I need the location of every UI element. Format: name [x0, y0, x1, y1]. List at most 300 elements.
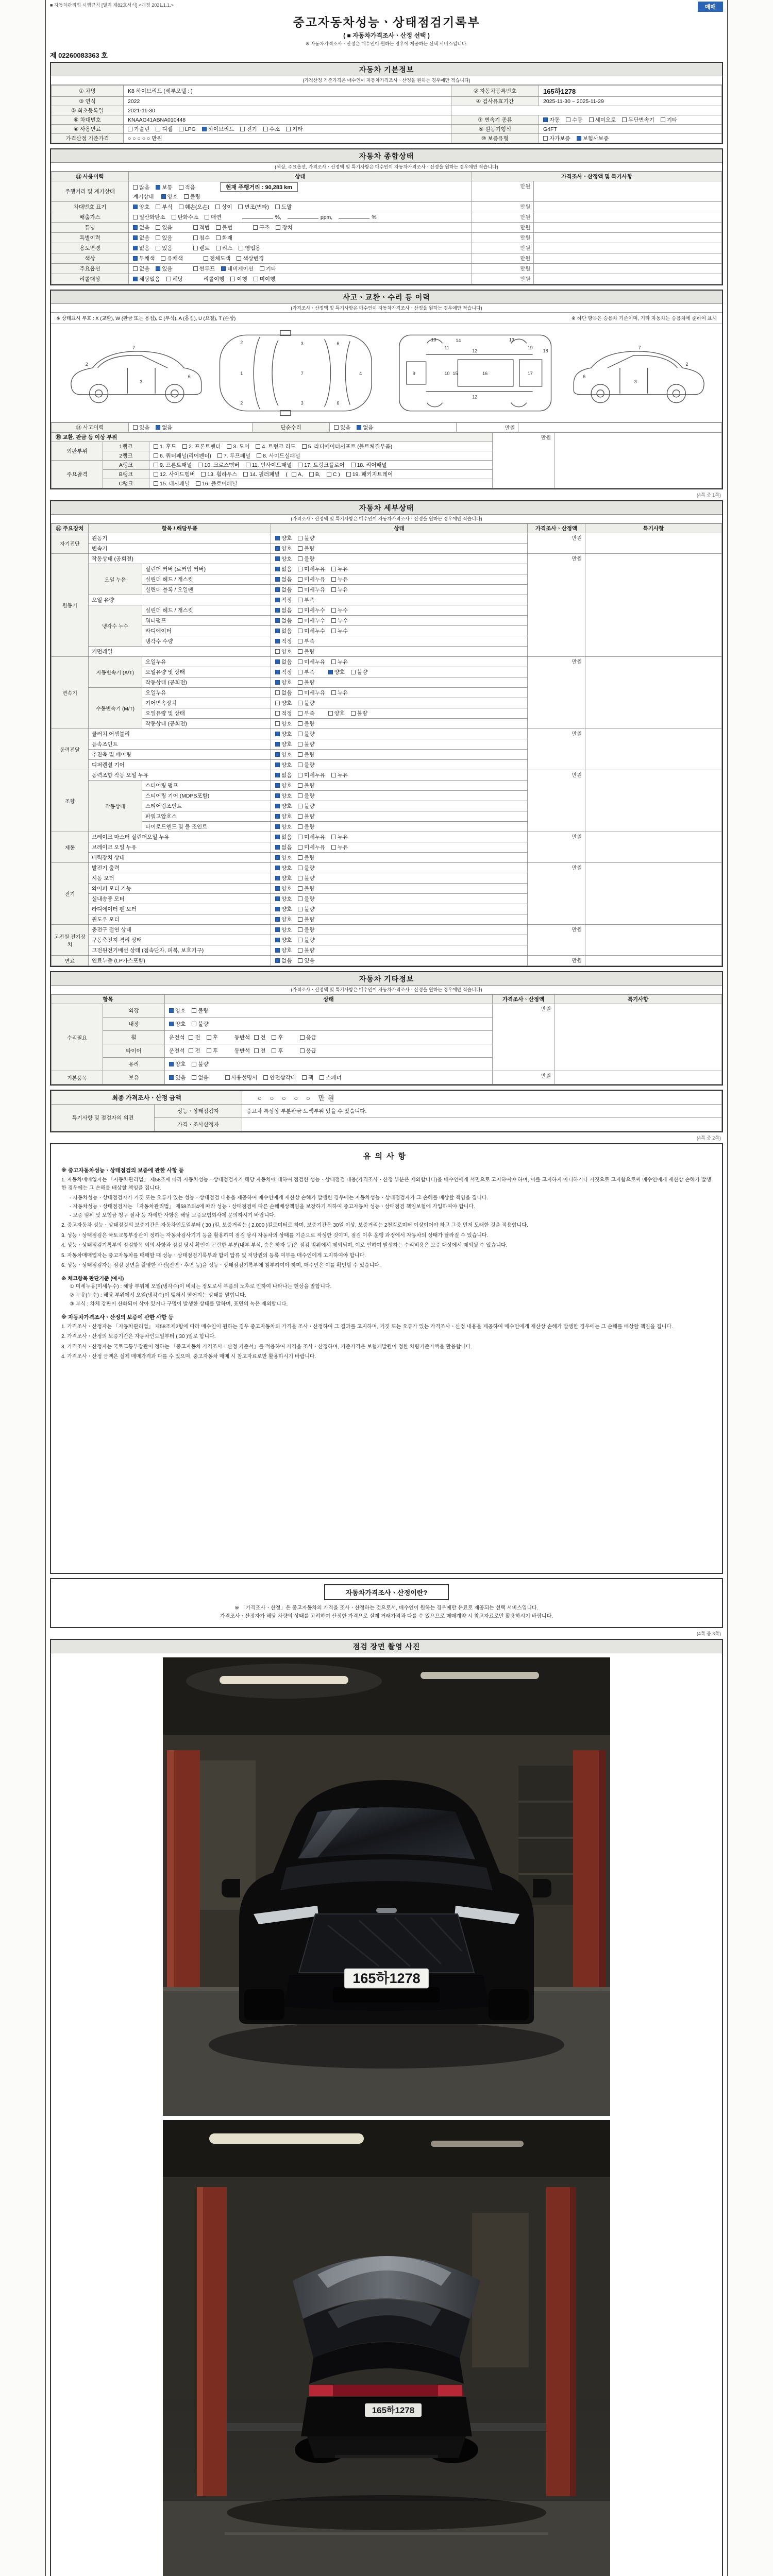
checkbox-option[interactable]: [275, 812, 292, 820]
checkbox[interactable]: [254, 277, 258, 281]
checkbox-option[interactable]: [217, 452, 250, 460]
checkbox-option[interactable]: [351, 709, 367, 717]
checkbox[interactable]: [133, 256, 138, 261]
checkbox-option[interactable]: [161, 255, 182, 262]
checkbox[interactable]: [351, 711, 356, 716]
checkbox[interactable]: [275, 567, 280, 571]
checkbox[interactable]: [179, 127, 183, 131]
checkbox[interactable]: [589, 117, 594, 122]
checkbox-option[interactable]: [275, 864, 292, 872]
checkbox-option[interactable]: [331, 843, 348, 851]
checkbox-option[interactable]: [298, 617, 325, 624]
checkbox[interactable]: [309, 472, 314, 477]
checkbox[interactable]: [260, 266, 264, 271]
checkbox-option[interactable]: [204, 255, 231, 262]
checkbox-option[interactable]: [661, 116, 677, 124]
checkbox-option[interactable]: [216, 224, 232, 231]
checkbox-option[interactable]: [221, 265, 254, 273]
checkbox[interactable]: [128, 127, 132, 131]
checkbox-option[interactable]: [254, 275, 275, 283]
checkbox[interactable]: [227, 444, 231, 449]
checkbox-option[interactable]: [154, 452, 211, 460]
checkbox-option[interactable]: [239, 244, 260, 252]
checkbox[interactable]: [154, 481, 158, 486]
checkbox-option[interactable]: [298, 648, 314, 655]
checkbox-option[interactable]: [298, 843, 325, 851]
checkbox-option[interactable]: [263, 1074, 296, 1081]
checkbox-option[interactable]: [275, 957, 292, 964]
checkbox-option[interactable]: [298, 905, 314, 913]
checkbox[interactable]: [169, 1022, 174, 1026]
checkbox[interactable]: [346, 472, 351, 477]
checkbox-option[interactable]: [216, 244, 232, 252]
checkbox[interactable]: [275, 690, 280, 695]
checkbox-option[interactable]: [298, 545, 314, 552]
checkbox-option[interactable]: [298, 534, 314, 542]
checkbox-option[interactable]: [331, 586, 348, 594]
checkbox[interactable]: [331, 618, 336, 623]
checkbox[interactable]: [275, 958, 280, 963]
checkbox[interactable]: [328, 670, 333, 674]
checkbox-option[interactable]: [327, 471, 340, 478]
checkbox[interactable]: [193, 225, 198, 230]
checkbox-option[interactable]: [179, 126, 196, 132]
checkbox-option[interactable]: [275, 751, 292, 758]
checkbox-option[interactable]: [275, 679, 292, 686]
checkbox[interactable]: [298, 721, 303, 726]
checkbox-option[interactable]: [133, 275, 160, 283]
checkbox-option[interactable]: [133, 423, 149, 431]
checkbox-option[interactable]: [275, 761, 292, 769]
checkbox[interactable]: [298, 639, 303, 643]
checkbox[interactable]: [189, 1048, 193, 1053]
checkbox[interactable]: [172, 215, 176, 219]
checkbox[interactable]: [254, 1035, 259, 1040]
checkbox-option[interactable]: [179, 203, 210, 211]
checkbox[interactable]: [253, 225, 258, 230]
checkbox-option[interactable]: [133, 203, 149, 211]
checkbox[interactable]: [169, 1062, 174, 1066]
checkbox-option[interactable]: [275, 586, 292, 594]
checkbox[interactable]: [246, 463, 250, 467]
checkbox-option[interactable]: [275, 874, 292, 882]
checkbox-option[interactable]: [275, 916, 292, 923]
checkbox[interactable]: [543, 117, 548, 122]
checkbox-option[interactable]: [275, 823, 292, 831]
checkbox-option[interactable]: [275, 854, 292, 861]
checkbox-option[interactable]: [331, 833, 348, 841]
checkbox[interactable]: [298, 659, 303, 664]
checkbox[interactable]: [275, 824, 280, 829]
checkbox-option[interactable]: [298, 812, 314, 820]
checkbox-option[interactable]: [275, 740, 292, 748]
checkbox-option[interactable]: [566, 116, 582, 124]
checkbox[interactable]: [292, 472, 296, 477]
checkbox-option[interactable]: [246, 461, 292, 469]
checkbox[interactable]: [275, 845, 280, 850]
checkbox[interactable]: [179, 185, 183, 190]
checkbox[interactable]: [298, 567, 303, 571]
checkbox[interactable]: [357, 425, 361, 430]
checkbox[interactable]: [238, 205, 243, 209]
checkbox[interactable]: [331, 608, 336, 613]
checkbox[interactable]: [156, 425, 160, 430]
checkbox-option[interactable]: [298, 751, 314, 758]
checkbox[interactable]: [275, 680, 280, 685]
checkbox[interactable]: [133, 425, 138, 430]
checkbox[interactable]: [351, 463, 356, 467]
checkbox-option[interactable]: [302, 443, 393, 450]
checkbox-option[interactable]: [331, 658, 348, 666]
checkbox-option[interactable]: [275, 895, 292, 903]
checkbox[interactable]: [298, 814, 303, 819]
checkbox-option[interactable]: [298, 740, 314, 748]
checkbox[interactable]: [298, 577, 303, 582]
checkbox[interactable]: [192, 1062, 196, 1066]
checkbox-option[interactable]: [292, 471, 303, 478]
checkbox-option[interactable]: [275, 637, 292, 645]
checkbox[interactable]: [275, 948, 280, 953]
checkbox[interactable]: [298, 463, 303, 467]
checkbox[interactable]: [275, 546, 280, 551]
checkbox-option[interactable]: [156, 234, 172, 242]
checkbox-option[interactable]: [331, 565, 348, 573]
checkbox-option[interactable]: [298, 936, 314, 944]
checkbox-option[interactable]: [198, 461, 239, 469]
checkbox-option[interactable]: [275, 792, 292, 800]
checkbox-option[interactable]: [622, 116, 654, 124]
checkbox[interactable]: [275, 587, 280, 592]
checkbox[interactable]: [331, 659, 336, 664]
checkbox[interactable]: [661, 117, 665, 122]
checkbox[interactable]: [298, 866, 303, 870]
checkbox-option[interactable]: [201, 470, 237, 478]
checkbox[interactable]: [133, 215, 138, 219]
checkbox[interactable]: [298, 845, 303, 850]
checkbox[interactable]: [298, 773, 303, 777]
checkbox-option[interactable]: [331, 771, 348, 779]
checkbox-option[interactable]: [205, 213, 221, 221]
checkbox-option[interactable]: [298, 679, 314, 686]
checkbox[interactable]: [275, 793, 280, 798]
checkbox[interactable]: [239, 246, 243, 250]
checkbox[interactable]: [298, 958, 303, 963]
checkbox-option[interactable]: [298, 586, 325, 594]
checkbox[interactable]: [328, 711, 333, 716]
checkbox-option[interactable]: [298, 885, 314, 892]
checkbox-option[interactable]: [328, 668, 345, 676]
checkbox[interactable]: [331, 587, 336, 592]
checkbox[interactable]: [192, 1008, 196, 1013]
checkbox[interactable]: [298, 608, 303, 613]
checkbox[interactable]: [275, 917, 280, 922]
checkbox[interactable]: [154, 444, 158, 449]
checkbox-option[interactable]: [298, 926, 314, 934]
checkbox-option[interactable]: [275, 936, 292, 944]
checkbox-option[interactable]: [298, 699, 314, 707]
checkbox[interactable]: [286, 127, 291, 131]
checkbox-option[interactable]: [192, 1074, 208, 1081]
checkbox[interactable]: [156, 246, 160, 250]
checkbox-option[interactable]: [275, 606, 292, 614]
checkbox-option[interactable]: [298, 916, 314, 923]
checkbox-option[interactable]: [272, 1033, 283, 1041]
checkbox[interactable]: [275, 536, 280, 540]
checkbox-option[interactable]: [298, 709, 314, 717]
checkbox[interactable]: [243, 472, 248, 477]
checkbox[interactable]: [154, 463, 158, 467]
checkbox[interactable]: [156, 266, 160, 271]
checkbox[interactable]: [196, 481, 200, 486]
checkbox[interactable]: [192, 1075, 196, 1080]
checkbox[interactable]: [298, 732, 303, 736]
checkbox[interactable]: [275, 804, 280, 808]
checkbox-option[interactable]: [169, 1020, 186, 1028]
checkbox-option[interactable]: [133, 255, 155, 262]
checkbox-option[interactable]: [156, 265, 172, 273]
checkbox-option[interactable]: [275, 782, 292, 789]
checkbox-option[interactable]: [154, 443, 176, 450]
checkbox[interactable]: [275, 896, 280, 901]
checkbox[interactable]: [331, 835, 336, 839]
checkbox-option[interactable]: [298, 864, 314, 872]
checkbox-option[interactable]: [298, 730, 314, 738]
checkbox[interactable]: [240, 127, 245, 131]
checkbox-option[interactable]: [346, 470, 393, 478]
checkbox[interactable]: [298, 587, 303, 592]
checkbox-option[interactable]: [193, 224, 210, 231]
checkbox-option[interactable]: [286, 125, 303, 133]
checkbox[interactable]: [133, 246, 138, 250]
checkbox[interactable]: [133, 185, 138, 190]
checkbox[interactable]: [275, 670, 280, 674]
checkbox-option[interactable]: [256, 443, 295, 450]
checkbox[interactable]: [161, 256, 165, 261]
checkbox[interactable]: [275, 938, 280, 942]
checkbox-option[interactable]: [275, 617, 292, 624]
checkbox[interactable]: [216, 246, 221, 250]
checkbox[interactable]: [275, 639, 280, 643]
checkbox-option[interactable]: [172, 213, 199, 221]
checkbox-option[interactable]: [331, 606, 348, 614]
checkbox-option[interactable]: [300, 1033, 316, 1041]
checkbox-option[interactable]: [275, 203, 292, 211]
checkbox-option[interactable]: [202, 125, 234, 133]
checkbox-option[interactable]: [156, 183, 172, 191]
checkbox-option[interactable]: [298, 833, 325, 841]
checkbox[interactable]: [272, 1048, 276, 1053]
checkbox-option[interactable]: [192, 1007, 208, 1014]
checkbox-option[interactable]: [331, 575, 348, 583]
checkbox[interactable]: [298, 598, 303, 602]
checkbox[interactable]: [215, 205, 220, 209]
checkbox[interactable]: [298, 824, 303, 829]
checkbox[interactable]: [331, 690, 336, 695]
checkbox-option[interactable]: [577, 134, 609, 142]
checkbox[interactable]: [298, 762, 303, 767]
checkbox-option[interactable]: [298, 823, 314, 831]
checkbox[interactable]: [298, 938, 303, 942]
checkbox-option[interactable]: [156, 423, 172, 431]
checkbox-option[interactable]: [169, 1074, 186, 1081]
checkbox[interactable]: [298, 783, 303, 788]
checkbox[interactable]: [204, 256, 208, 261]
checkbox-option[interactable]: [357, 423, 373, 431]
checkbox[interactable]: [275, 927, 280, 932]
checkbox[interactable]: [275, 773, 280, 777]
checkbox[interactable]: [622, 117, 627, 122]
checkbox-option[interactable]: [275, 565, 292, 573]
checkbox-option[interactable]: [298, 606, 325, 614]
checkbox[interactable]: [275, 742, 280, 747]
checkbox[interactable]: [198, 463, 203, 467]
checkbox[interactable]: [298, 742, 303, 747]
checkbox-option[interactable]: [156, 125, 172, 133]
checkbox[interactable]: [169, 1008, 174, 1013]
checkbox[interactable]: [166, 277, 171, 281]
checkbox[interactable]: [184, 194, 189, 199]
checkbox[interactable]: [263, 1075, 268, 1080]
checkbox-option[interactable]: [154, 470, 195, 478]
checkbox[interactable]: [189, 1035, 193, 1040]
checkbox-option[interactable]: [298, 627, 325, 635]
checkbox-option[interactable]: [543, 134, 570, 142]
checkbox-option[interactable]: [298, 771, 325, 779]
checkbox-option[interactable]: [298, 658, 325, 666]
checkbox[interactable]: [298, 835, 303, 839]
checkbox[interactable]: [298, 886, 303, 891]
checkbox-option[interactable]: [263, 125, 280, 133]
checkbox-option[interactable]: [351, 461, 387, 469]
checkbox[interactable]: [275, 876, 280, 880]
checkbox-option[interactable]: [298, 461, 344, 469]
checkbox-option[interactable]: [193, 265, 215, 273]
checkbox-option[interactable]: [161, 193, 178, 200]
checkbox[interactable]: [320, 1075, 324, 1080]
checkbox-option[interactable]: [275, 802, 292, 810]
checkbox[interactable]: [275, 762, 280, 767]
checkbox-option[interactable]: [275, 709, 292, 717]
checkbox[interactable]: [154, 453, 158, 458]
checkbox-option[interactable]: [238, 203, 269, 211]
checkbox-option[interactable]: [275, 668, 292, 676]
checkbox[interactable]: [192, 1022, 196, 1026]
checkbox-option[interactable]: [133, 224, 149, 231]
checkbox[interactable]: [275, 659, 280, 664]
checkbox-option[interactable]: [133, 265, 149, 273]
checkbox[interactable]: [302, 444, 307, 449]
checkbox-option[interactable]: [182, 443, 221, 450]
checkbox[interactable]: [161, 194, 166, 199]
checkbox[interactable]: [237, 256, 241, 261]
checkbox-option[interactable]: [275, 926, 292, 934]
checkbox-option[interactable]: [328, 709, 345, 717]
checkbox-option[interactable]: [196, 480, 237, 487]
checkbox-option[interactable]: [193, 234, 210, 242]
checkbox-option[interactable]: [154, 461, 192, 469]
checkbox[interactable]: [298, 917, 303, 922]
checkbox[interactable]: [298, 927, 303, 932]
checkbox[interactable]: [298, 701, 303, 705]
checkbox[interactable]: [275, 608, 280, 613]
checkbox-option[interactable]: [589, 116, 616, 124]
checkbox-option[interactable]: [133, 234, 149, 242]
checkbox[interactable]: [331, 629, 336, 633]
checkbox-option[interactable]: [309, 471, 321, 478]
checkbox-option[interactable]: [156, 244, 172, 252]
checkbox[interactable]: [298, 649, 303, 654]
checkbox[interactable]: [275, 855, 280, 860]
checkbox[interactable]: [275, 721, 280, 726]
checkbox-option[interactable]: [298, 854, 314, 861]
checkbox[interactable]: [275, 886, 280, 891]
checkbox[interactable]: [327, 472, 331, 477]
checkbox-option[interactable]: [302, 1074, 313, 1081]
checkbox[interactable]: [275, 598, 280, 602]
checkbox[interactable]: [298, 876, 303, 880]
checkbox-option[interactable]: [275, 905, 292, 913]
checkbox-option[interactable]: [253, 224, 270, 231]
checkbox[interactable]: [272, 1035, 276, 1040]
checkbox[interactable]: [298, 855, 303, 860]
checkbox-option[interactable]: [298, 946, 314, 954]
checkbox-option[interactable]: [320, 1074, 341, 1081]
checkbox-option[interactable]: [275, 648, 292, 655]
checkbox[interactable]: [154, 472, 158, 477]
checkbox-option[interactable]: [184, 193, 200, 200]
checkbox-option[interactable]: [331, 617, 348, 624]
checkbox[interactable]: [331, 567, 336, 571]
checkbox-option[interactable]: [298, 895, 314, 903]
checkbox-option[interactable]: [298, 874, 314, 882]
checkbox-option[interactable]: [298, 802, 314, 810]
checkbox[interactable]: [221, 266, 226, 271]
checkbox[interactable]: [254, 1048, 259, 1053]
checkbox-option[interactable]: [298, 782, 314, 789]
checkbox-option[interactable]: [207, 1033, 218, 1041]
checkbox-option[interactable]: [298, 555, 314, 563]
checkbox[interactable]: [298, 556, 303, 561]
checkbox-option[interactable]: [298, 596, 314, 604]
checkbox[interactable]: [202, 127, 207, 131]
checkbox[interactable]: [351, 670, 356, 674]
checkbox[interactable]: [300, 1048, 305, 1053]
checkbox[interactable]: [256, 444, 260, 449]
checkbox-option[interactable]: [128, 125, 149, 133]
checkbox[interactable]: [298, 690, 303, 695]
checkbox-option[interactable]: [179, 183, 195, 191]
checkbox[interactable]: [298, 804, 303, 808]
checkbox-option[interactable]: [275, 843, 292, 851]
checkbox[interactable]: [300, 1035, 305, 1040]
checkbox[interactable]: [275, 752, 280, 757]
checkbox-option[interactable]: [216, 234, 232, 242]
checkbox[interactable]: [207, 1048, 211, 1053]
checkbox[interactable]: [156, 235, 160, 240]
checkbox-option[interactable]: [215, 203, 232, 211]
checkbox[interactable]: [298, 629, 303, 633]
checkbox[interactable]: [275, 711, 280, 716]
checkbox[interactable]: [275, 732, 280, 736]
checkbox[interactable]: [216, 225, 221, 230]
checkbox[interactable]: [133, 266, 138, 271]
checkbox-option[interactable]: [192, 1020, 208, 1028]
checkbox[interactable]: [275, 907, 280, 911]
checkbox-option[interactable]: [275, 555, 292, 563]
checkbox-option[interactable]: [260, 265, 276, 273]
checkbox[interactable]: [275, 577, 280, 582]
checkbox-option[interactable]: [275, 833, 292, 841]
